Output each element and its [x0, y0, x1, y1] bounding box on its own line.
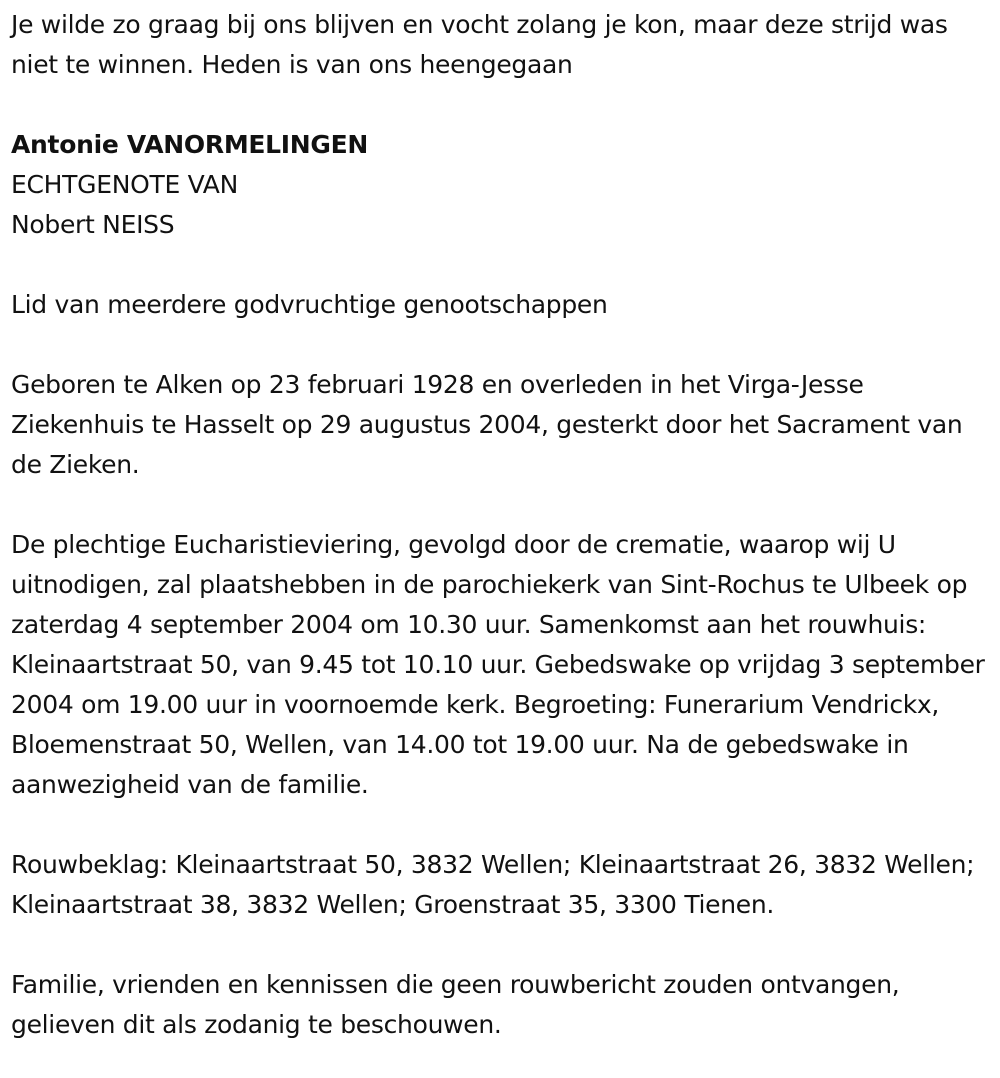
- spacer: [11, 925, 996, 965]
- intro-paragraph: Je wilde zo graag bij ons blijven en vocht zolang je kon, maar deze strijd was niet te winnen. Heden is van ons heengegaan: [11, 10, 948, 79]
- spouse-name: Nobert NEISS: [11, 210, 175, 239]
- obituary-notice: [11, 5, 996, 1045]
- closing-paragraph: Familie, vrienden en kennissen die geen rouwbericht zouden ontvangen, gelieven dit als zodanig te beschouwen.: [11, 970, 900, 1039]
- ceremony-paragraph: De plechtige Eucharistieviering, gevolgd door de crematie, waarop wij U uitnodigen, zal plaatshebben in de parochiekerk van Sint-Rochus te Ulbeek op zaterdag 4 september 2004 om 10.30 uur. Samenkomst aan het rouwhuis: Kleinaartstraat 50, van 9.45 tot 10.10 uur. Gebedswake op vrijdag 3 september 2004 om 19.00 uur in voornoemde kerk. Begroeting: Funerarium Vendrickx, Bloemenstraat 50, Wellen, van 14.00 tot 19.00 uur. Na de gebedswake in aanwezigheid van de familie.: [11, 530, 985, 799]
- spacer: [11, 485, 996, 525]
- spacer: [11, 325, 996, 365]
- condolences-paragraph: Rouwbeklag: Kleinaartstraat 50, 3832 Wellen; Kleinaartstraat 26, 3832 Wellen; Kleinaartstraat 38, 3832 Wellen; Groenstraat 35, 3300 Tienen.: [11, 850, 975, 919]
- spacer: [11, 805, 996, 845]
- relation-label: ECHTGENOTE VAN: [11, 170, 238, 199]
- membership-paragraph: Lid van meerdere godvruchtige genootschappen: [11, 290, 608, 319]
- spacer: [11, 245, 996, 285]
- deceased-name: Antonie VANORMELINGEN: [11, 130, 369, 159]
- spacer: [11, 85, 996, 125]
- birth-death-paragraph: Geboren te Alken op 23 februari 1928 en overleden in het Virga-Jesse Ziekenhuis te Hasselt op 29 augustus 2004, gesterkt door het Sacrament van de Zieken.: [11, 370, 963, 479]
